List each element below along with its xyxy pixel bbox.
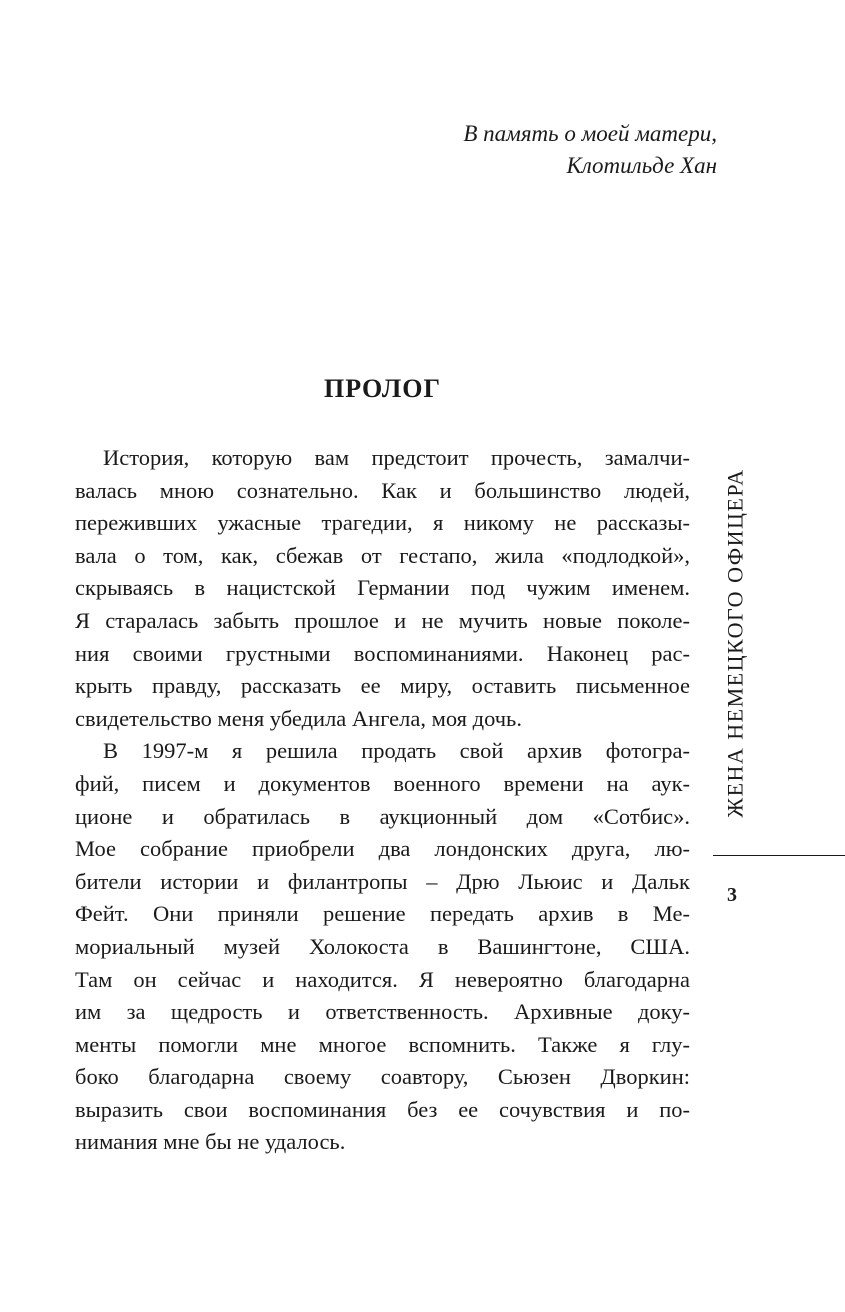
paragraph-line: им за щедрость и ответственность. Архивные доку-	[75, 999, 690, 1025]
paragraph-line: скрываясь в нацистской Германии под чужим именем.	[75, 575, 690, 601]
chapter-title: ПРОЛОГ	[323, 374, 442, 403]
paragraph-line: менты помогли мне многое вспомнить. Также я глу-	[75, 1031, 690, 1057]
paragraph-line: фий, писем и документов военного времени на аук-	[75, 770, 690, 796]
paragraph-line: переживших ужасные трагедии, я никому не рассказы-	[75, 510, 690, 536]
paragraph-line: вала о том, как, сбежав от гестапо, жила «подлодкой»,	[75, 542, 690, 568]
paragraph-line: Мое собрание приобрели два лондонских друга, лю-	[75, 836, 690, 862]
dedication-line-2: Клотильде Хан	[566, 153, 717, 178]
paragraph-line: бители истории и филантропы – Дрю Льюис и Дальк	[75, 868, 690, 894]
paragraph-line: нимания мне бы не удалось.	[75, 1129, 346, 1155]
dedication	[463, 118, 717, 182]
paragraph-line: Я старалась забыть прошлое и не мучить новые поколе-	[75, 607, 690, 633]
running-head-text: ЖЕНА НЕМЕЦКОГО ОФИЦЕРА	[723, 468, 748, 818]
running-head-rule	[713, 855, 845, 856]
paragraph-line: В 1997-м я решила продать свой архив фотогра-	[103, 738, 690, 764]
page-number: 3	[727, 884, 737, 906]
paragraph-line: крыть правду, рассказать ее миру, оставить письменное	[75, 673, 690, 699]
paragraph-line: ния своими грустными воспоминаниями. Наконец рас-	[75, 640, 690, 666]
paragraph-line: мориальный музей Холокоста в Вашингтоне, США.	[75, 933, 690, 959]
paragraph-line: ционе и обратилась в аукционный дом «Сотбис».	[75, 803, 690, 829]
dedication-line-1: В память о моей матери,	[463, 121, 717, 146]
paragraph-line: Там он сейчас и находится. Я невероятно благодарна	[75, 966, 690, 992]
body-text	[75, 442, 690, 1159]
paragraph-line: свидетельство меня убедила Ангела, моя дочь.	[75, 705, 522, 731]
paragraph-line: Фейт. Они приняли решение передать архив в Ме-	[75, 901, 690, 927]
paragraph-line: выразить свои воспоминания без ее сочувствия и по-	[75, 1096, 690, 1122]
running-head	[717, 457, 755, 829]
paragraph-line: валась мною сознательно. Как и большинство людей,	[75, 477, 690, 503]
paragraph-line: боко благодарна своему соавтору, Сьюзен Дворкин:	[75, 1064, 690, 1090]
paragraph-line: История, которую вам предстоит прочесть, замалчи-	[103, 445, 690, 470]
